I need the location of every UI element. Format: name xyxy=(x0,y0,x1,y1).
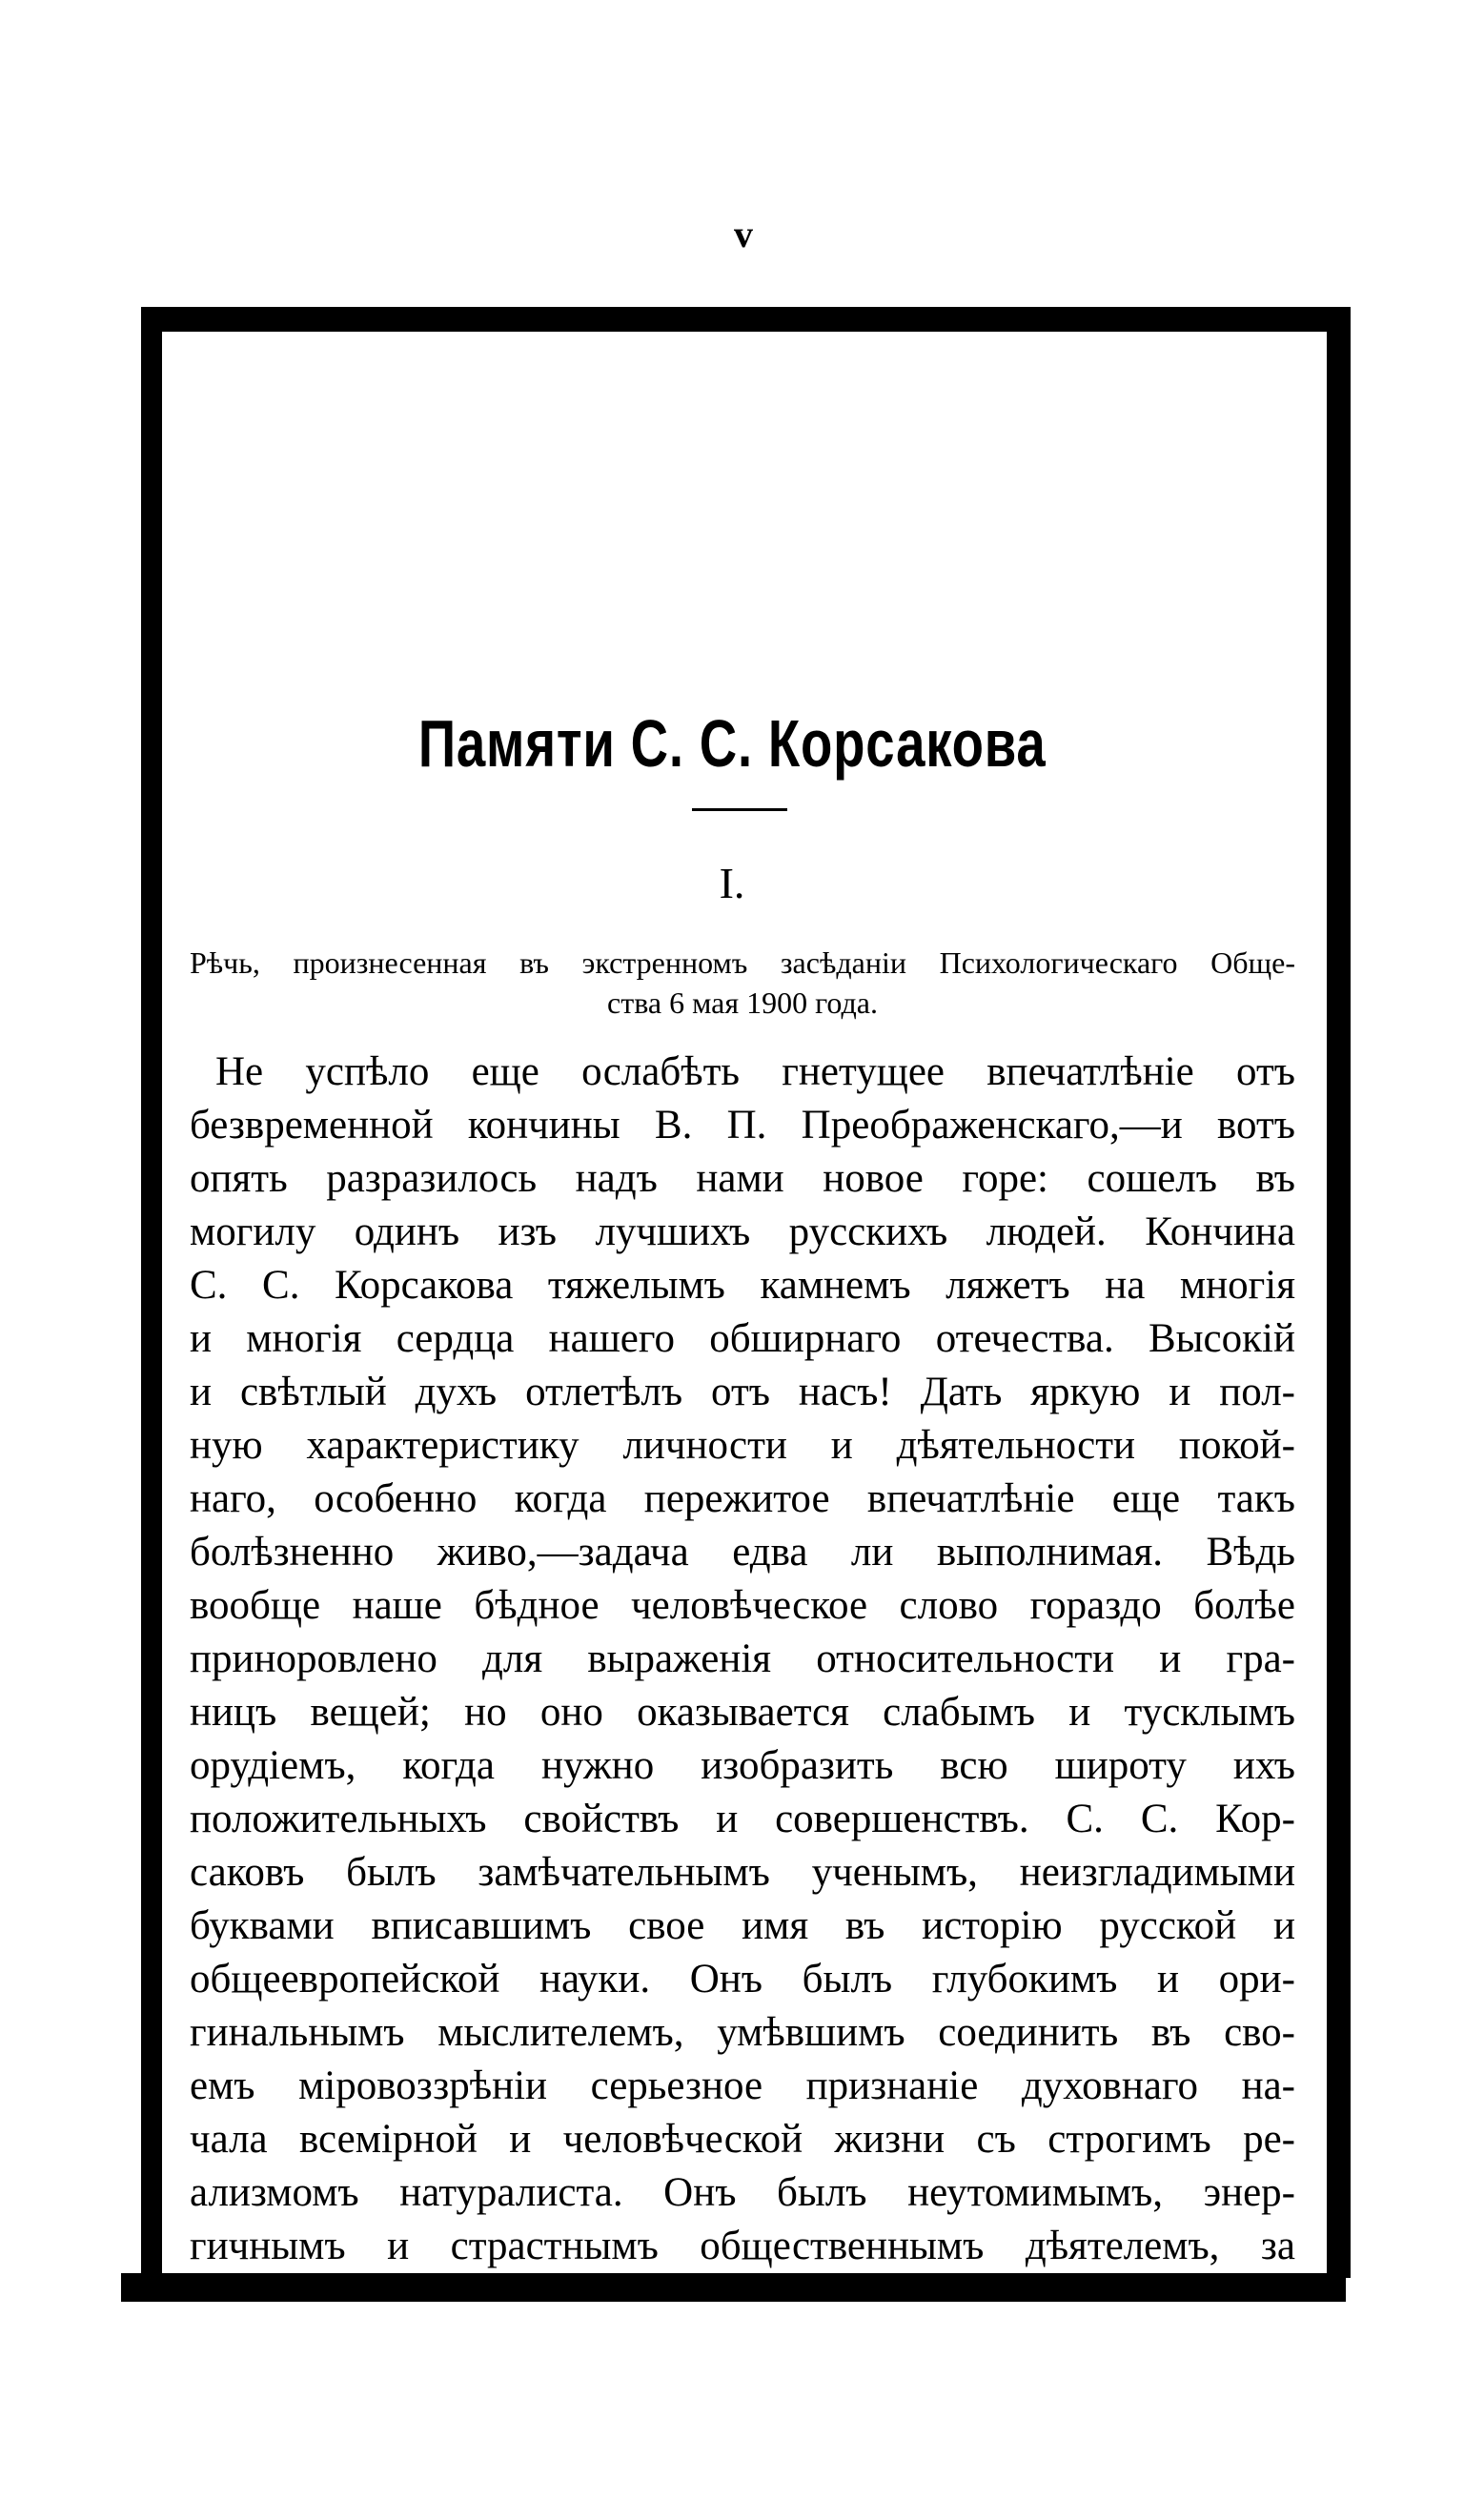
body-line: наго, особенно когда пережитое впечатлѣніе еще такъ xyxy=(190,1476,1295,1521)
body-line: болѣзненно живо,—задача едва ли выполнимая. Вѣдь xyxy=(190,1530,1295,1575)
page-title xyxy=(0,705,1464,782)
subtitle-line: Рѣчь, произнесенная въ экстренномъ засѣданіи Психологическаго Обще- xyxy=(190,945,1295,980)
body-line: и многія сердца нашего обширнаго отечества. Высокій xyxy=(190,1316,1295,1361)
body-line: ницъ вещей; но оно оказывается слабымъ и тусклымъ xyxy=(190,1690,1295,1735)
section-number: I. xyxy=(719,859,745,907)
body-line: могилу одинъ изъ лучшихъ русскихъ людей. Кончина xyxy=(190,1209,1295,1254)
frame-bottom-border xyxy=(121,2273,1346,2302)
body-line: саковъ былъ замѣчательнымъ ученымъ, неизгладимыми xyxy=(190,1850,1295,1895)
frame-right-border xyxy=(1327,324,1351,2278)
body-line: орудіемъ, когда нужно изобразить всю широту ихъ xyxy=(190,1743,1295,1788)
body-line: приноровлено для выраженія относительности и гра- xyxy=(190,1636,1295,1681)
body-line: С. С. Корсакова тяжелымъ камнемъ ляжетъ на многія xyxy=(190,1263,1295,1308)
body-line: положительныхъ свойствъ и совершенствъ. С. С. Кор- xyxy=(190,1797,1295,1841)
subtitle-line: ства 6 мая 1900 года. xyxy=(607,986,878,1020)
frame-top-border xyxy=(141,307,1351,332)
title-text: Памяти С. С. Корсакова xyxy=(417,706,1047,781)
body-line: общеевропейской науки. Онъ былъ глубокимъ и ори- xyxy=(190,1957,1295,2002)
title-divider xyxy=(692,808,787,811)
body-line: буквами вписавшимъ свое имя въ исторію русской и xyxy=(190,1903,1295,1948)
body-line: гичнымъ и страстнымъ общественнымъ дѣятелемъ, за xyxy=(190,2224,1295,2268)
body-line: опять разразилось надъ нами новое горе: сошелъ въ xyxy=(190,1156,1295,1201)
body-line: ализмомъ натуралиста. Онъ былъ неутомимымъ, энер- xyxy=(190,2170,1295,2215)
frame-left-border xyxy=(141,324,162,2278)
body-line: вообще наше бѣдное человѣческое слово гораздо болѣе xyxy=(190,1583,1295,1628)
body-line: безвременной кончины В. П. Преображенскаго,—и вотъ xyxy=(190,1103,1295,1148)
body-line: ную характеристику личности и дѣятельности покой- xyxy=(190,1423,1295,1468)
body-line: емъ міровоззрѣніи серьезное признаніе духовнаго на- xyxy=(190,2063,1295,2108)
page-number: v xyxy=(734,213,753,255)
body-line: гинальнымъ мыслителемъ, умѣвшимъ соединить въ сво- xyxy=(190,2010,1295,2055)
body-line: чала всеміpной и человѣческой жизни съ строгимъ ре- xyxy=(190,2117,1295,2162)
body-line: Не успѣло еще ослабѣть гнетущее впечатлѣніе отъ xyxy=(215,1049,1295,1094)
body-line: и свѣтлый духъ отлетѣлъ отъ насъ! Дать яркую и пол- xyxy=(190,1370,1295,1414)
